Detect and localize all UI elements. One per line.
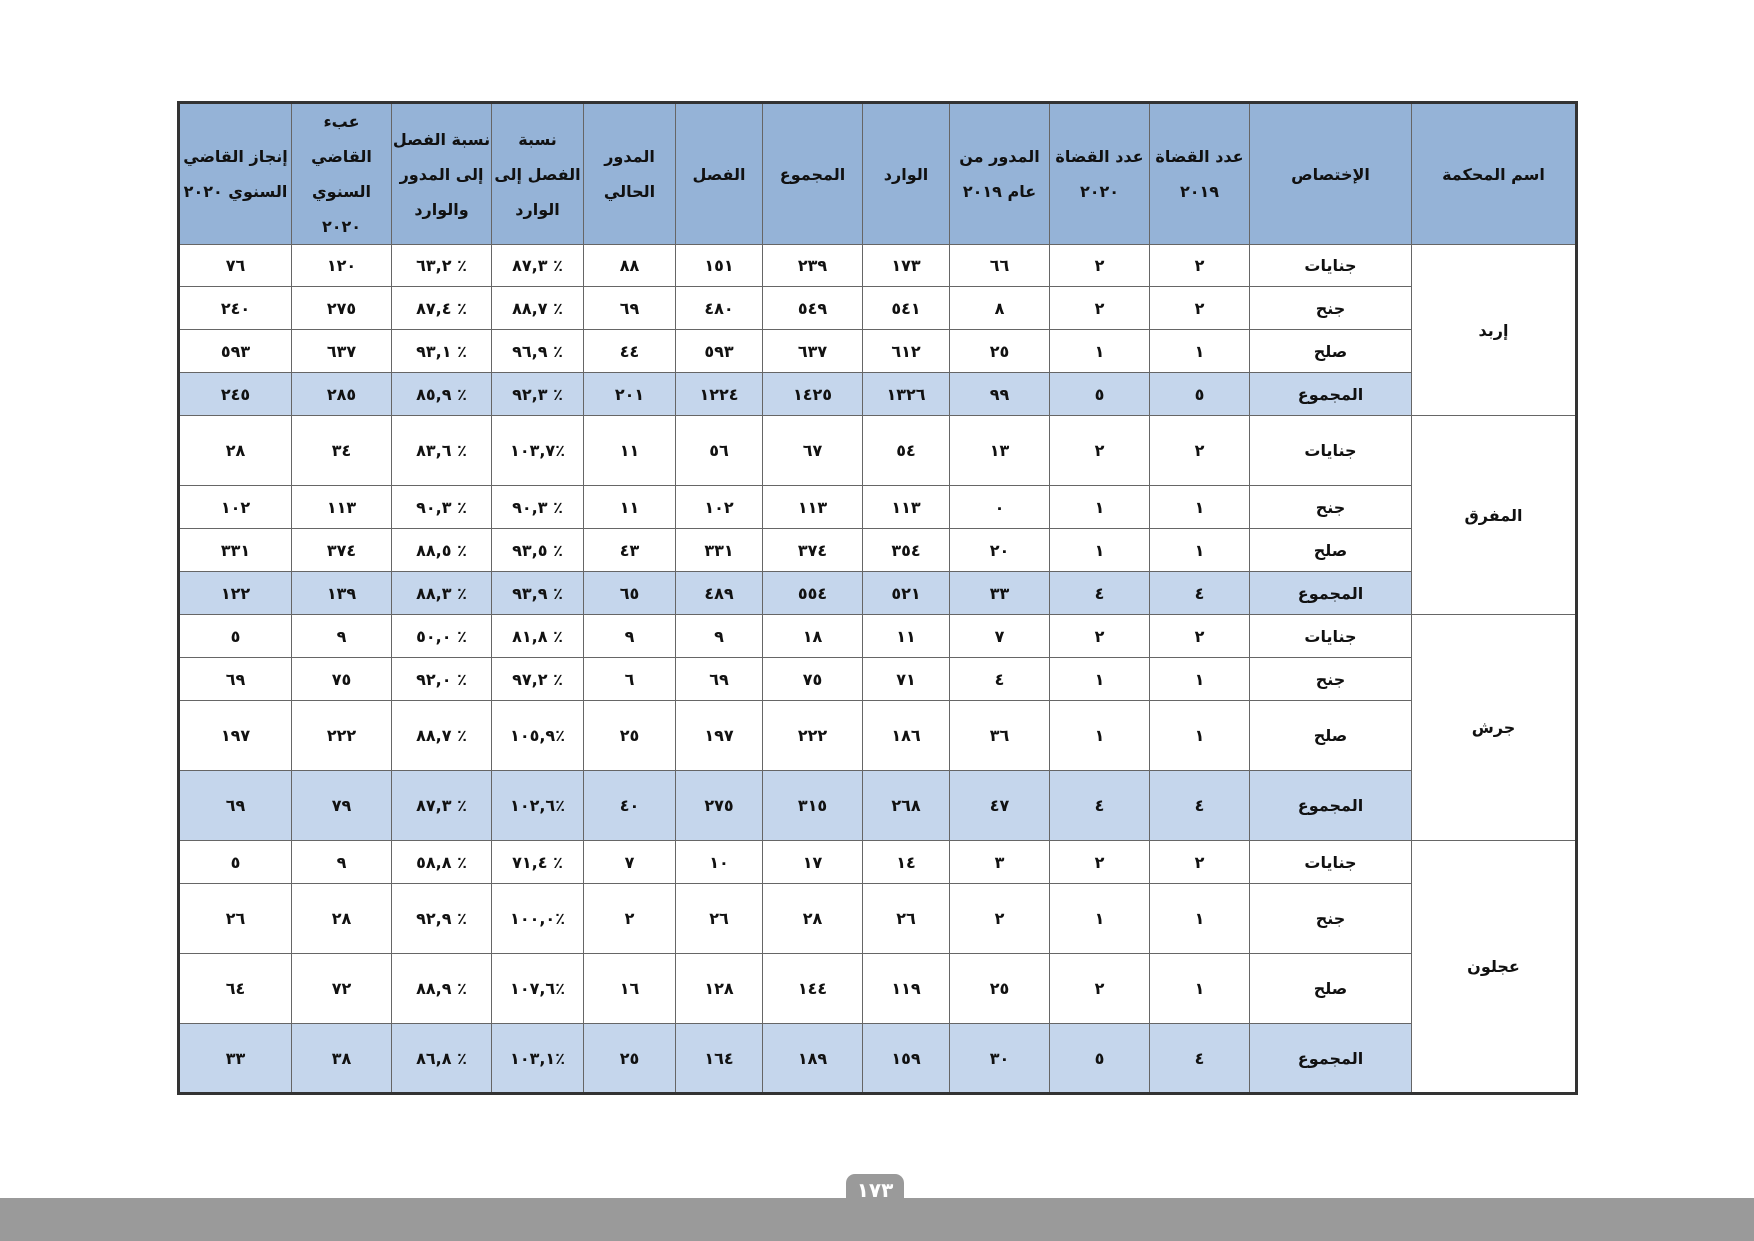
- value-cell: ٢٦: [863, 884, 950, 954]
- value-cell: ٪١٠٥,٩: [492, 701, 584, 771]
- value-cell: ٢: [1050, 954, 1150, 1024]
- value-cell: ٪١٠٣,١: [492, 1024, 584, 1094]
- value-cell: ١١: [584, 486, 676, 529]
- column-header: عدد القضاة ٢٠١٩: [1150, 103, 1250, 245]
- value-cell: ٪ ٨٨,٧: [392, 701, 492, 771]
- value-cell: ٪ ٨٦,٨: [392, 1024, 492, 1094]
- value-cell: ٢٥: [950, 954, 1050, 1024]
- value-cell: ٥: [1150, 373, 1250, 416]
- table-row: [179, 416, 1577, 486]
- specialization-cell: جنح: [1250, 658, 1412, 701]
- total-row: [179, 572, 1577, 615]
- value-cell: ١١٣: [292, 486, 392, 529]
- value-cell: ١٦: [584, 954, 676, 1024]
- value-cell: ٤٤: [584, 330, 676, 373]
- specialization-cell: المجموع: [1250, 572, 1412, 615]
- value-cell: ٤: [1050, 771, 1150, 841]
- value-cell: ٦٥: [584, 572, 676, 615]
- value-cell: ٤٣: [584, 529, 676, 572]
- value-cell: ٣٧٤: [292, 529, 392, 572]
- value-cell: ٣٨: [292, 1024, 392, 1094]
- value-cell: ٦٤: [179, 954, 292, 1024]
- value-cell: ٢٨: [292, 884, 392, 954]
- value-cell: ٤: [1150, 572, 1250, 615]
- value-cell: ٤: [1150, 1024, 1250, 1094]
- value-cell: ٢٨: [763, 884, 863, 954]
- value-cell: ٥٤٩: [763, 287, 863, 330]
- value-cell: ١: [1050, 486, 1150, 529]
- specialization-cell: جنايات: [1250, 416, 1412, 486]
- value-cell: ٤: [950, 658, 1050, 701]
- total-row: [179, 771, 1577, 841]
- table-row: [179, 884, 1577, 954]
- value-cell: ٦٣٧: [763, 330, 863, 373]
- value-cell: ١١٩: [863, 954, 950, 1024]
- value-cell: ١٨: [763, 615, 863, 658]
- value-cell: ٨٨: [584, 245, 676, 287]
- value-cell: ١٤٢٥: [763, 373, 863, 416]
- value-cell: ١١: [863, 615, 950, 658]
- value-cell: ٢: [1050, 287, 1150, 330]
- total-row: [179, 1024, 1577, 1094]
- value-cell: ٣٥٤: [863, 529, 950, 572]
- value-cell: ٦٩: [676, 658, 763, 701]
- value-cell: ٤٧: [950, 771, 1050, 841]
- value-cell: ٢٢٢: [763, 701, 863, 771]
- value-cell: ٤٠: [584, 771, 676, 841]
- value-cell: ١: [1050, 658, 1150, 701]
- value-cell: ١٨٦: [863, 701, 950, 771]
- value-cell: ٪ ٩٠,٣: [392, 486, 492, 529]
- value-cell: ١٣٩: [292, 572, 392, 615]
- specialization-cell: جنح: [1250, 287, 1412, 330]
- value-cell: ٣٣١: [676, 529, 763, 572]
- value-cell: ٣٣١: [179, 529, 292, 572]
- value-cell: ٥٤: [863, 416, 950, 486]
- value-cell: ٥: [1050, 373, 1150, 416]
- value-cell: ٦٣٧: [292, 330, 392, 373]
- value-cell: ١٧٣: [863, 245, 950, 287]
- value-cell: ٢٥: [584, 1024, 676, 1094]
- value-cell: ٥٩٣: [676, 330, 763, 373]
- value-cell: ٥٢١: [863, 572, 950, 615]
- specialization-cell: جنايات: [1250, 245, 1412, 287]
- value-cell: ٪ ٩٢,٣: [492, 373, 584, 416]
- value-cell: ٧: [950, 615, 1050, 658]
- value-cell: ٢٥: [950, 330, 1050, 373]
- value-cell: ١٢٢: [179, 572, 292, 615]
- value-cell: ٪١٠٢,٦: [492, 771, 584, 841]
- value-cell: ٤: [1150, 771, 1250, 841]
- value-cell: ٪ ٩٣,١: [392, 330, 492, 373]
- column-header: الوارد: [863, 103, 950, 245]
- value-cell: ٣١٥: [763, 771, 863, 841]
- value-cell: ١٩٧: [676, 701, 763, 771]
- value-cell: ٪ ٨٨,٩: [392, 954, 492, 1024]
- value-cell: ٢: [1050, 841, 1150, 884]
- value-cell: ١٢٢٤: [676, 373, 763, 416]
- value-cell: ٧٢: [292, 954, 392, 1024]
- value-cell: ٦٩: [179, 771, 292, 841]
- value-cell: ٪ ٥٠,٠: [392, 615, 492, 658]
- court-name-cell: المفرق: [1412, 416, 1577, 615]
- specialization-cell: المجموع: [1250, 771, 1412, 841]
- value-cell: ٢٦٨: [863, 771, 950, 841]
- column-header: نسبة الفصل إلى المدور والوارد: [392, 103, 492, 245]
- specialization-cell: جنايات: [1250, 841, 1412, 884]
- value-cell: ٢: [584, 884, 676, 954]
- specialization-cell: صلح: [1250, 954, 1412, 1024]
- value-cell: ٪ ٨٥,٩: [392, 373, 492, 416]
- table-row: [179, 658, 1577, 701]
- table-row: [179, 615, 1577, 658]
- value-cell: ٤: [1050, 572, 1150, 615]
- value-cell: ٧٥: [763, 658, 863, 701]
- value-cell: ٢: [1150, 841, 1250, 884]
- value-cell: ٧: [584, 841, 676, 884]
- value-cell: ٢٦: [676, 884, 763, 954]
- column-header: المجموع: [763, 103, 863, 245]
- table-row: [179, 954, 1577, 1024]
- value-cell: ٪ ٨٨,٥: [392, 529, 492, 572]
- value-cell: ٢: [1050, 245, 1150, 287]
- value-cell: ٧١: [863, 658, 950, 701]
- value-cell: ٤٨٩: [676, 572, 763, 615]
- value-cell: ١٨٩: [763, 1024, 863, 1094]
- value-cell: ٪ ٨٣,٦: [392, 416, 492, 486]
- table-row: [179, 701, 1577, 771]
- value-cell: ٢: [950, 884, 1050, 954]
- value-cell: ٥: [1050, 1024, 1150, 1094]
- value-cell: ٪ ٨٨,٧: [492, 287, 584, 330]
- value-cell: ٣٣: [950, 572, 1050, 615]
- header-row: [179, 103, 1577, 245]
- value-cell: ٪ ٩٣,٥: [492, 529, 584, 572]
- value-cell: ٪ ٨٨,٣: [392, 572, 492, 615]
- specialization-cell: جنايات: [1250, 615, 1412, 658]
- value-cell: ٦٩: [179, 658, 292, 701]
- value-cell: ٢: [1150, 245, 1250, 287]
- value-cell: ٪ ٧١,٤: [492, 841, 584, 884]
- value-cell: ٢٣٩: [763, 245, 863, 287]
- value-cell: ٢٨: [179, 416, 292, 486]
- value-cell: ١: [1050, 330, 1150, 373]
- value-cell: ٩٩: [950, 373, 1050, 416]
- value-cell: ٢٠١: [584, 373, 676, 416]
- value-cell: ٢٤٠: [179, 287, 292, 330]
- specialization-cell: صلح: [1250, 330, 1412, 373]
- value-cell: ٢٥: [584, 701, 676, 771]
- table-header: [179, 103, 1577, 245]
- column-header: الفصل: [676, 103, 763, 245]
- value-cell: ٪١٠٣,٧: [492, 416, 584, 486]
- value-cell: ٪ ٩٢,٠: [392, 658, 492, 701]
- value-cell: ٣٣: [179, 1024, 292, 1094]
- value-cell: ١: [1050, 529, 1150, 572]
- value-cell: ٪١٠٧,٦: [492, 954, 584, 1024]
- specialization-cell: صلح: [1250, 529, 1412, 572]
- value-cell: ١: [1150, 529, 1250, 572]
- value-cell: ٢٦: [179, 884, 292, 954]
- value-cell: ٦٧: [763, 416, 863, 486]
- column-header: المدور الحالي: [584, 103, 676, 245]
- value-cell: ١: [1050, 701, 1150, 771]
- value-cell: ٦٦: [950, 245, 1050, 287]
- value-cell: ١٥٩: [863, 1024, 950, 1094]
- value-cell: ٪ ٦٣,٢: [392, 245, 492, 287]
- total-row: [179, 373, 1577, 416]
- value-cell: ٪ ٩٣,٩: [492, 572, 584, 615]
- value-cell: ٢: [1150, 416, 1250, 486]
- value-cell: ١٢٠: [292, 245, 392, 287]
- value-cell: ١٢٨: [676, 954, 763, 1024]
- value-cell: ١١٣: [863, 486, 950, 529]
- value-cell: ١: [1150, 330, 1250, 373]
- value-cell: ١١٣: [763, 486, 863, 529]
- value-cell: ١٤: [863, 841, 950, 884]
- value-cell: ٣٤: [292, 416, 392, 486]
- value-cell: ١: [1050, 884, 1150, 954]
- value-cell: ٢: [1150, 615, 1250, 658]
- value-cell: ٧٦: [179, 245, 292, 287]
- specialization-cell: المجموع: [1250, 1024, 1412, 1094]
- page-number: ١٧٣: [846, 1174, 904, 1204]
- specialization-cell: جنح: [1250, 884, 1412, 954]
- value-cell: ٪ ٨٧,٣: [392, 771, 492, 841]
- value-cell: ٧٥: [292, 658, 392, 701]
- value-cell: ١٧: [763, 841, 863, 884]
- value-cell: ٣٦: [950, 701, 1050, 771]
- column-header: إنجاز القاضي السنوي ٢٠٢٠: [179, 103, 292, 245]
- value-cell: ٥٦: [676, 416, 763, 486]
- value-cell: ١٣٢٦: [863, 373, 950, 416]
- specialization-cell: صلح: [1250, 701, 1412, 771]
- footer-bar: [0, 1198, 1754, 1241]
- column-header: اسم المحكمة: [1412, 103, 1577, 245]
- value-cell: ٣٧٤: [763, 529, 863, 572]
- value-cell: ٪ ٩٠,٣: [492, 486, 584, 529]
- value-cell: ٨: [950, 287, 1050, 330]
- court-statistics-table: [177, 101, 1578, 1095]
- value-cell: ٥٥٤: [763, 572, 863, 615]
- value-cell: ١٤٤: [763, 954, 863, 1024]
- column-header: عدد القضاة ٢٠٢٠: [1050, 103, 1150, 245]
- value-cell: ٪ ٩٦,٩: [492, 330, 584, 373]
- value-cell: ٪ ٨١,٨: [492, 615, 584, 658]
- value-cell: ٣: [950, 841, 1050, 884]
- value-cell: ٧٩: [292, 771, 392, 841]
- value-cell: ٢٨٥: [292, 373, 392, 416]
- value-cell: ٦٩: [584, 287, 676, 330]
- court-name-cell: عجلون: [1412, 841, 1577, 1094]
- value-cell: ٪ ٨٧,٣: [492, 245, 584, 287]
- court-name-cell: جرش: [1412, 615, 1577, 841]
- value-cell: ٢٧٥: [292, 287, 392, 330]
- specialization-cell: جنح: [1250, 486, 1412, 529]
- value-cell: ١: [1150, 954, 1250, 1024]
- value-cell: ٩: [292, 615, 392, 658]
- value-cell: ٣٠: [950, 1024, 1050, 1094]
- value-cell: ٩: [292, 841, 392, 884]
- value-cell: ١٠٢: [676, 486, 763, 529]
- value-cell: ٠: [950, 486, 1050, 529]
- column-header: نسبة الفصل إلى الوارد: [492, 103, 584, 245]
- value-cell: ٢٧٥: [676, 771, 763, 841]
- value-cell: ٪ ٨٧,٤: [392, 287, 492, 330]
- value-cell: ٩: [676, 615, 763, 658]
- table-row: [179, 287, 1577, 330]
- value-cell: ٢: [1050, 615, 1150, 658]
- value-cell: ١٦٤: [676, 1024, 763, 1094]
- value-cell: ٦١٢: [863, 330, 950, 373]
- column-header: المدور من عام ٢٠١٩: [950, 103, 1050, 245]
- value-cell: ١٠: [676, 841, 763, 884]
- value-cell: ٢٤٥: [179, 373, 292, 416]
- value-cell: ٥٤١: [863, 287, 950, 330]
- value-cell: ٪١٠٠,٠: [492, 884, 584, 954]
- value-cell: ١: [1150, 658, 1250, 701]
- court-name-cell: إربد: [1412, 245, 1577, 416]
- value-cell: ٪ ٥٨,٨: [392, 841, 492, 884]
- table-row: [179, 330, 1577, 373]
- table-row: [179, 529, 1577, 572]
- value-cell: ١٥١: [676, 245, 763, 287]
- value-cell: ٦: [584, 658, 676, 701]
- value-cell: ١: [1150, 884, 1250, 954]
- value-cell: ٥: [179, 841, 292, 884]
- table-body: [179, 245, 1577, 1094]
- value-cell: ٪ ٩٧,٢: [492, 658, 584, 701]
- value-cell: ٤٨٠: [676, 287, 763, 330]
- table-row: [179, 841, 1577, 884]
- specialization-cell: المجموع: [1250, 373, 1412, 416]
- table-row: [179, 486, 1577, 529]
- value-cell: ١٩٧: [179, 701, 292, 771]
- column-header: الإختصاص: [1250, 103, 1412, 245]
- value-cell: ١١: [584, 416, 676, 486]
- column-header: عبء القاضي السنوي ٢٠٢٠: [292, 103, 392, 245]
- value-cell: ١: [1150, 486, 1250, 529]
- value-cell: ٩: [584, 615, 676, 658]
- value-cell: ٥: [179, 615, 292, 658]
- value-cell: ٥٩٣: [179, 330, 292, 373]
- table-row: [179, 245, 1577, 287]
- value-cell: ١٣: [950, 416, 1050, 486]
- value-cell: ١٠٢: [179, 486, 292, 529]
- value-cell: ٢: [1050, 416, 1150, 486]
- value-cell: ٪ ٩٢,٩: [392, 884, 492, 954]
- value-cell: ٢٠: [950, 529, 1050, 572]
- value-cell: ٢: [1150, 287, 1250, 330]
- value-cell: ٢٢٢: [292, 701, 392, 771]
- value-cell: ١: [1150, 701, 1250, 771]
